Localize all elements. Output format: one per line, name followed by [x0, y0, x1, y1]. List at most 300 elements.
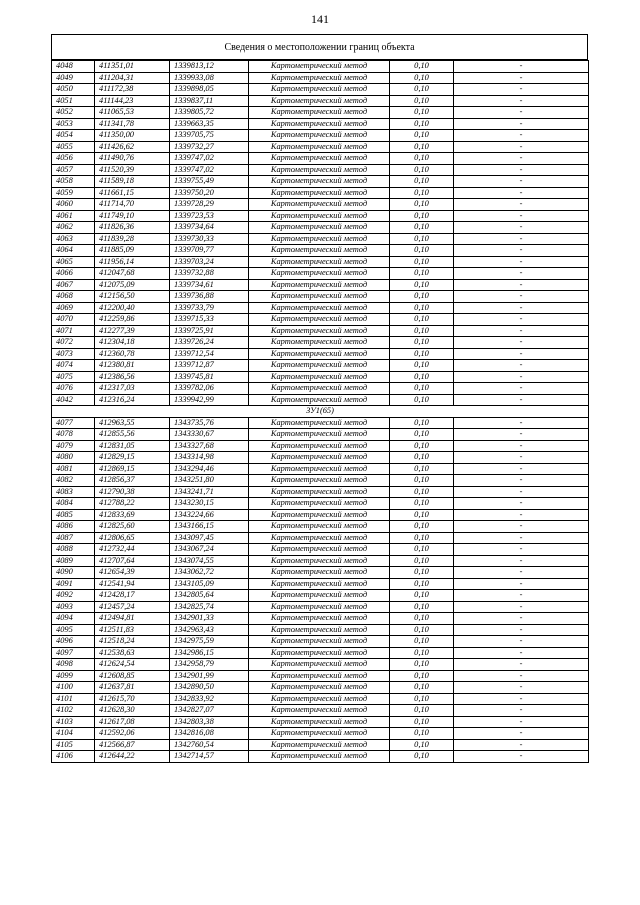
- accuracy: 0,10: [390, 72, 454, 84]
- description: -: [454, 544, 589, 556]
- table-row: [52, 670, 589, 682]
- table-row: [52, 440, 589, 452]
- method: Картометрический метод: [249, 210, 390, 222]
- accuracy: 0,10: [390, 739, 454, 751]
- description: -: [454, 360, 589, 372]
- point-number: 4042: [52, 394, 95, 406]
- accuracy: 0,10: [390, 705, 454, 717]
- description: -: [454, 84, 589, 96]
- coordinate-y: 1343327,68: [170, 440, 249, 452]
- coordinate-y: 1339725,91: [170, 325, 249, 337]
- description: -: [454, 130, 589, 142]
- coordinate-y: 1343105,09: [170, 578, 249, 590]
- description: -: [454, 659, 589, 671]
- accuracy: 0,10: [390, 394, 454, 406]
- table-row: [52, 394, 589, 406]
- coordinate-x: 412592,06: [95, 728, 170, 740]
- table-row: [52, 751, 589, 763]
- coordinate-y: 1343735,76: [170, 417, 249, 429]
- accuracy: 0,10: [390, 302, 454, 314]
- table-row: [52, 578, 589, 590]
- coordinate-y: 1342714,57: [170, 751, 249, 763]
- description: -: [454, 728, 589, 740]
- coordinate-y: 1339747,02: [170, 164, 249, 176]
- accuracy: 0,10: [390, 567, 454, 579]
- table-row: [52, 590, 589, 602]
- method: Картометрический метод: [249, 693, 390, 705]
- table-row: [52, 555, 589, 567]
- coordinate-x: 411520,39: [95, 164, 170, 176]
- method: Картометрический метод: [249, 187, 390, 199]
- description: -: [454, 153, 589, 165]
- coordinate-x: 412637,81: [95, 682, 170, 694]
- table-row: [52, 164, 589, 176]
- coordinate-y: 1342803,38: [170, 716, 249, 728]
- coordinate-x: 412732,44: [95, 544, 170, 556]
- method: Картометрический метод: [249, 659, 390, 671]
- point-number: 4062: [52, 222, 95, 234]
- method: Картометрический метод: [249, 233, 390, 245]
- accuracy: 0,10: [390, 153, 454, 165]
- coordinate-y: 1342827,07: [170, 705, 249, 717]
- table-row: [52, 613, 589, 625]
- coordinate-x: 412654,39: [95, 567, 170, 579]
- table-row: [52, 210, 589, 222]
- table-row: [52, 118, 589, 130]
- coordinate-x: 412317,03: [95, 383, 170, 395]
- description: -: [454, 739, 589, 751]
- description: -: [454, 61, 589, 73]
- table-row: [52, 61, 589, 73]
- point-number: 4092: [52, 590, 95, 602]
- table-row: [52, 636, 589, 648]
- method: Картометрический метод: [249, 72, 390, 84]
- coordinate-x: 412615,70: [95, 693, 170, 705]
- coordinate-y: 1343314,98: [170, 452, 249, 464]
- coordinate-x: 412856,37: [95, 475, 170, 487]
- accuracy: 0,10: [390, 164, 454, 176]
- accuracy: 0,10: [390, 107, 454, 119]
- accuracy: 0,10: [390, 348, 454, 360]
- description: -: [454, 567, 589, 579]
- description: -: [454, 590, 589, 602]
- accuracy: 0,10: [390, 578, 454, 590]
- method: Картометрический метод: [249, 107, 390, 119]
- table-row: [52, 199, 589, 211]
- description: -: [454, 532, 589, 544]
- coordinate-y: 1339898,05: [170, 84, 249, 96]
- table-row: [52, 107, 589, 119]
- accuracy: 0,10: [390, 475, 454, 487]
- table-row: [52, 739, 589, 751]
- method: Картометрический метод: [249, 176, 390, 188]
- coordinate-x: 412855,56: [95, 429, 170, 441]
- coordinate-x: 412707,64: [95, 555, 170, 567]
- coordinate-y: 1343230,15: [170, 498, 249, 510]
- point-number: 4068: [52, 291, 95, 303]
- point-number: 4104: [52, 728, 95, 740]
- accuracy: 0,10: [390, 210, 454, 222]
- accuracy: 0,10: [390, 693, 454, 705]
- description: -: [454, 314, 589, 326]
- description: -: [454, 141, 589, 153]
- description: -: [454, 325, 589, 337]
- accuracy: 0,10: [390, 728, 454, 740]
- description: -: [454, 394, 589, 406]
- coordinate-y: 1339755,49: [170, 176, 249, 188]
- accuracy: 0,10: [390, 337, 454, 349]
- description: -: [454, 291, 589, 303]
- coordinate-y: 1339705,75: [170, 130, 249, 142]
- coordinates-table: [51, 60, 589, 763]
- coordinate-x: 412457,24: [95, 601, 170, 613]
- table-row: [52, 325, 589, 337]
- point-number: 4078: [52, 429, 95, 441]
- accuracy: 0,10: [390, 245, 454, 257]
- table-row: [52, 348, 589, 360]
- table-row: [52, 509, 589, 521]
- accuracy: 0,10: [390, 222, 454, 234]
- point-number: 4056: [52, 153, 95, 165]
- description: -: [454, 107, 589, 119]
- point-number: 4060: [52, 199, 95, 211]
- coordinate-y: 1339813,12: [170, 61, 249, 73]
- description: -: [454, 268, 589, 280]
- method: Картометрический метод: [249, 130, 390, 142]
- coordinate-x: 412518,24: [95, 636, 170, 648]
- method: Картометрический метод: [249, 61, 390, 73]
- coordinate-x: 412617,08: [95, 716, 170, 728]
- method: Картометрический метод: [249, 532, 390, 544]
- accuracy: 0,10: [390, 440, 454, 452]
- accuracy: 0,10: [390, 84, 454, 96]
- description: -: [454, 647, 589, 659]
- point-number: 4075: [52, 371, 95, 383]
- method: Картометрический метод: [249, 452, 390, 464]
- method: Картометрический метод: [249, 682, 390, 694]
- method: Картометрический метод: [249, 475, 390, 487]
- method: Картометрический метод: [249, 348, 390, 360]
- coordinate-y: 1343224,66: [170, 509, 249, 521]
- point-number: 4095: [52, 624, 95, 636]
- description: -: [454, 578, 589, 590]
- method: Картометрический метод: [249, 578, 390, 590]
- coordinate-x: 412831,05: [95, 440, 170, 452]
- accuracy: 0,10: [390, 452, 454, 464]
- method: Картометрический метод: [249, 601, 390, 613]
- coordinate-x: 411490,76: [95, 153, 170, 165]
- table-row: [52, 682, 589, 694]
- method: Картометрический метод: [249, 222, 390, 234]
- coordinate-y: 1339728,29: [170, 199, 249, 211]
- point-number: 4066: [52, 268, 95, 280]
- coordinate-y: 1342833,92: [170, 693, 249, 705]
- accuracy: 0,10: [390, 383, 454, 395]
- point-number: 4081: [52, 463, 95, 475]
- point-number: 4091: [52, 578, 95, 590]
- table-row: [52, 624, 589, 636]
- method: Картометрический метод: [249, 739, 390, 751]
- description: -: [454, 463, 589, 475]
- point-number: 4070: [52, 314, 95, 326]
- coordinate-x: 412386,56: [95, 371, 170, 383]
- table-row: [52, 314, 589, 326]
- coordinate-y: 1343097,45: [170, 532, 249, 544]
- table-title: Сведения о местоположении границ объекта: [51, 34, 588, 60]
- table-row: [52, 141, 589, 153]
- coordinate-y: 1343241,71: [170, 486, 249, 498]
- coordinate-y: 1339733,79: [170, 302, 249, 314]
- coordinate-y: 1342975,59: [170, 636, 249, 648]
- coordinate-x: 412790,38: [95, 486, 170, 498]
- coordinate-y: 1343294,46: [170, 463, 249, 475]
- point-number: 4052: [52, 107, 95, 119]
- table-row: [52, 486, 589, 498]
- table-row: [52, 601, 589, 613]
- coordinate-x: 412825,60: [95, 521, 170, 533]
- accuracy: 0,10: [390, 417, 454, 429]
- method: Картометрический метод: [249, 394, 390, 406]
- accuracy: 0,10: [390, 659, 454, 671]
- point-number: 4080: [52, 452, 95, 464]
- point-number: 4051: [52, 95, 95, 107]
- description: -: [454, 624, 589, 636]
- description: -: [454, 486, 589, 498]
- section-label: ЗУ1(65): [52, 406, 589, 418]
- coordinate-y: 1343251,80: [170, 475, 249, 487]
- table-row: [52, 153, 589, 165]
- coordinate-x: 411661,15: [95, 187, 170, 199]
- point-number: 4067: [52, 279, 95, 291]
- table-row: [52, 337, 589, 349]
- method: Картометрический метод: [249, 624, 390, 636]
- accuracy: 0,10: [390, 590, 454, 602]
- table-row: [52, 647, 589, 659]
- coordinate-y: 1339709,77: [170, 245, 249, 257]
- method: Картометрический метод: [249, 440, 390, 452]
- coordinate-y: 1339734,61: [170, 279, 249, 291]
- accuracy: 0,10: [390, 486, 454, 498]
- coordinate-y: 1342825,74: [170, 601, 249, 613]
- coordinate-y: 1339712,54: [170, 348, 249, 360]
- table-row: [52, 544, 589, 556]
- description: -: [454, 417, 589, 429]
- coordinate-y: 1339726,24: [170, 337, 249, 349]
- accuracy: 0,10: [390, 279, 454, 291]
- table-row: [52, 383, 589, 395]
- accuracy: 0,10: [390, 463, 454, 475]
- coordinate-y: 1339782,06: [170, 383, 249, 395]
- description: -: [454, 475, 589, 487]
- coordinate-x: 412541,94: [95, 578, 170, 590]
- coordinate-x: 411714,70: [95, 199, 170, 211]
- coordinate-y: 1343330,67: [170, 429, 249, 441]
- method: Картометрический метод: [249, 670, 390, 682]
- method: Картометрический метод: [249, 245, 390, 257]
- coordinate-x: 411172,38: [95, 84, 170, 96]
- table-row: [52, 716, 589, 728]
- method: Картометрический метод: [249, 153, 390, 165]
- method: Картометрический метод: [249, 429, 390, 441]
- coordinate-y: 1343166,15: [170, 521, 249, 533]
- method: Картометрический метод: [249, 498, 390, 510]
- coordinate-y: 1339730,33: [170, 233, 249, 245]
- method: Картометрический метод: [249, 84, 390, 96]
- coordinate-y: 1342958,79: [170, 659, 249, 671]
- description: -: [454, 199, 589, 211]
- point-number: 4064: [52, 245, 95, 257]
- coordinate-x: 412806,65: [95, 532, 170, 544]
- accuracy: 0,10: [390, 187, 454, 199]
- accuracy: 0,10: [390, 498, 454, 510]
- coordinate-y: 1343074,55: [170, 555, 249, 567]
- description: -: [454, 72, 589, 84]
- table-row: [52, 233, 589, 245]
- description: -: [454, 670, 589, 682]
- accuracy: 0,10: [390, 636, 454, 648]
- table-row: [52, 130, 589, 142]
- coordinate-y: 1339837,11: [170, 95, 249, 107]
- point-number: 4089: [52, 555, 95, 567]
- description: -: [454, 509, 589, 521]
- accuracy: 0,10: [390, 624, 454, 636]
- table-row: [52, 84, 589, 96]
- accuracy: 0,10: [390, 532, 454, 544]
- accuracy: 0,10: [390, 716, 454, 728]
- coordinate-x: 411350,00: [95, 130, 170, 142]
- method: Картометрический метод: [249, 360, 390, 372]
- coordinate-x: 412833,69: [95, 509, 170, 521]
- coordinate-y: 1339723,53: [170, 210, 249, 222]
- table-row: [52, 532, 589, 544]
- table-row: [52, 693, 589, 705]
- coordinate-y: 1339715,33: [170, 314, 249, 326]
- accuracy: 0,10: [390, 601, 454, 613]
- description: -: [454, 95, 589, 107]
- accuracy: 0,10: [390, 751, 454, 763]
- method: Картометрический метод: [249, 337, 390, 349]
- description: -: [454, 440, 589, 452]
- accuracy: 0,10: [390, 176, 454, 188]
- coordinate-y: 1342805,64: [170, 590, 249, 602]
- table-row: [52, 256, 589, 268]
- method: Картометрический метод: [249, 728, 390, 740]
- coordinate-x: 411826,36: [95, 222, 170, 234]
- coordinate-y: 1342760,54: [170, 739, 249, 751]
- coordinate-x: 412494,81: [95, 613, 170, 625]
- point-number: 4086: [52, 521, 95, 533]
- point-number: 4093: [52, 601, 95, 613]
- point-number: 4048: [52, 61, 95, 73]
- method: Картометрический метод: [249, 268, 390, 280]
- method: Картометрический метод: [249, 567, 390, 579]
- point-number: 4061: [52, 210, 95, 222]
- method: Картометрический метод: [249, 636, 390, 648]
- method: Картометрический метод: [249, 325, 390, 337]
- section-header-row: [52, 406, 589, 418]
- method: Картометрический метод: [249, 613, 390, 625]
- coordinate-x: 412963,55: [95, 417, 170, 429]
- point-number: 4057: [52, 164, 95, 176]
- description: -: [454, 383, 589, 395]
- description: -: [454, 601, 589, 613]
- coordinate-x: 411351,01: [95, 61, 170, 73]
- description: -: [454, 716, 589, 728]
- method: Картометрический метод: [249, 417, 390, 429]
- method: Картометрический метод: [249, 486, 390, 498]
- description: -: [454, 187, 589, 199]
- description: -: [454, 371, 589, 383]
- coordinate-x: 412360,78: [95, 348, 170, 360]
- coordinate-x: 412624,54: [95, 659, 170, 671]
- table-row: [52, 222, 589, 234]
- table-row: [52, 498, 589, 510]
- page-number: 141: [311, 12, 329, 26]
- document-table-container: [51, 34, 588, 763]
- table-row: [52, 72, 589, 84]
- point-number: 4083: [52, 486, 95, 498]
- table-row: [52, 429, 589, 441]
- method: Картометрический метод: [249, 302, 390, 314]
- table-row: [52, 659, 589, 671]
- point-number: 4098: [52, 659, 95, 671]
- point-number: 4105: [52, 739, 95, 751]
- accuracy: 0,10: [390, 256, 454, 268]
- table-row: [52, 95, 589, 107]
- coordinate-x: 411885,09: [95, 245, 170, 257]
- accuracy: 0,10: [390, 199, 454, 211]
- method: Картометрический метод: [249, 141, 390, 153]
- coordinate-x: 412511,83: [95, 624, 170, 636]
- point-number: 4088: [52, 544, 95, 556]
- coordinate-x: 412788,22: [95, 498, 170, 510]
- method: Картометрический метод: [249, 383, 390, 395]
- coordinate-x: 412428,17: [95, 590, 170, 602]
- coordinate-x: 412304,18: [95, 337, 170, 349]
- table-row: [52, 463, 589, 475]
- point-number: 4084: [52, 498, 95, 510]
- description: -: [454, 164, 589, 176]
- method: Картометрический метод: [249, 371, 390, 383]
- coordinate-y: 1342901,99: [170, 670, 249, 682]
- coordinate-x: 411065,53: [95, 107, 170, 119]
- coordinate-x: 412829,15: [95, 452, 170, 464]
- description: -: [454, 210, 589, 222]
- coordinate-y: 1339734,64: [170, 222, 249, 234]
- description: -: [454, 279, 589, 291]
- point-number: 4053: [52, 118, 95, 130]
- point-number: 4058: [52, 176, 95, 188]
- coordinate-x: 412277,39: [95, 325, 170, 337]
- method: Картометрический метод: [249, 544, 390, 556]
- accuracy: 0,10: [390, 544, 454, 556]
- table-row: [52, 417, 589, 429]
- description: -: [454, 245, 589, 257]
- table-row: [52, 187, 589, 199]
- coordinate-x: 412316,24: [95, 394, 170, 406]
- coordinate-y: 1339732,27: [170, 141, 249, 153]
- table-row: [52, 279, 589, 291]
- coordinate-y: 1339663,35: [170, 118, 249, 130]
- accuracy: 0,10: [390, 268, 454, 280]
- accuracy: 0,10: [390, 325, 454, 337]
- coordinate-x: 411426,62: [95, 141, 170, 153]
- point-number: 4087: [52, 532, 95, 544]
- method: Картометрический метод: [249, 751, 390, 763]
- accuracy: 0,10: [390, 118, 454, 130]
- point-number: 4049: [52, 72, 95, 84]
- accuracy: 0,10: [390, 95, 454, 107]
